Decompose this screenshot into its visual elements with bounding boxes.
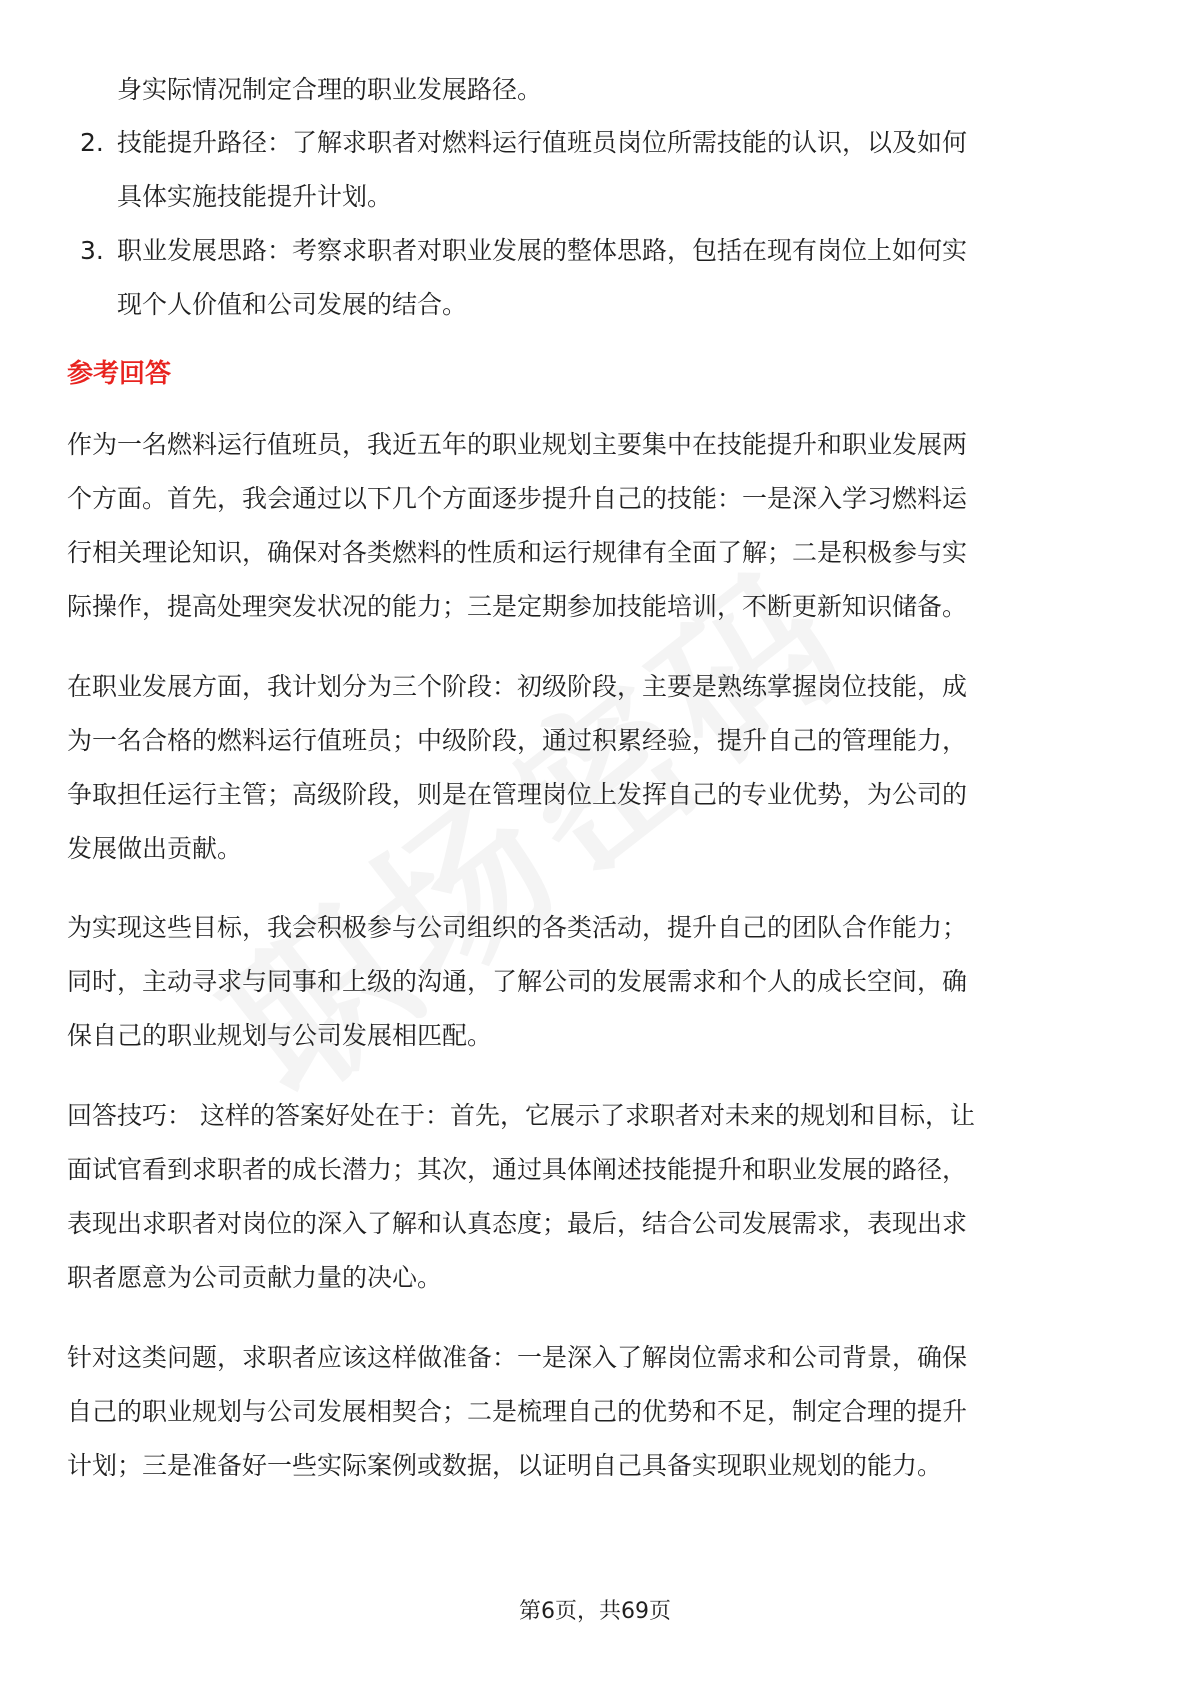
paragraph-1-line-3: 行相关理论知识，确保对各类燃料的性质和运行规律有全面了解；二是积极参与实 — [67, 538, 968, 567]
paragraph-3-line-3: 保自己的职业规划与公司发展相匹配。 — [67, 1021, 493, 1050]
paragraph-4-line-1: 回答技巧： 这样的答案好处在于：首先，它展示了求职者对未来的规划和目标，让 — [67, 1101, 975, 1130]
paragraph-1-line-4: 际操作，提高处理突发状况的能力；三是定期参加技能培训，不断更新知识储备。 — [67, 592, 968, 621]
page-number: 第6页，共69页 — [519, 1599, 671, 1624]
paragraph-2-line-1: 在职业发展方面，我计划分为三个阶段：初级阶段，主要是熟练掌握岗位技能，成 — [67, 672, 968, 701]
paragraph-4-line-4: 职者愿意为公司贡献力量的决心。 — [67, 1263, 443, 1292]
list-item-3-line-1: 职业发展思路：考察求职者对职业发展的整体思路，包括在现有岗位上如何实 — [117, 236, 968, 265]
list-item-2-line-2: 具体实施技能提升计划。 — [117, 182, 393, 211]
list-item-1-continuation: 身实际情况制定合理的职业发展路径。 — [117, 75, 543, 104]
list-item-3-line-2: 现个人价值和公司发展的结合。 — [117, 290, 468, 319]
paragraph-3-line-2: 同时，主动寻求与同事和上级的沟通，了解公司的发展需求和个人的成长空间，确 — [67, 967, 968, 996]
paragraph-3-line-1: 为实现这些目标，我会积极参与公司组织的各类活动，提升自己的团队合作能力； — [67, 913, 968, 942]
paragraph-5-line-2: 自己的职业规划与公司发展相契合；二是梳理自己的优势和不足，制定合理的提升 — [67, 1397, 968, 1426]
paragraph-2-line-2: 为一名合格的燃料运行值班员；中级阶段，通过积累经验，提升自己的管理能力， — [67, 726, 968, 755]
paragraph-1-line-2: 个方面。首先，我会通过以下几个方面逐步提升自己的技能：一是深入学习燃料运 — [67, 484, 968, 513]
section-heading: 参考回答 — [67, 359, 172, 389]
paragraph-4-line-3: 表现出求职者对岗位的深入了解和认真态度；最后，结合公司发展需求，表现出求 — [67, 1209, 968, 1238]
paragraph-4-line-2: 面试官看到求职者的成长潜力；其次，通过具体阐述技能提升和职业发展的路径， — [67, 1155, 968, 1184]
paragraph-1-line-1: 作为一名燃料运行值班员，我近五年的职业规划主要集中在技能提升和职业发展两 — [67, 430, 968, 459]
list-number-2: 2. — [80, 128, 104, 157]
paragraph-5-line-1: 针对这类问题，求职者应该这样做准备：一是深入了解岗位需求和公司背景，确保 — [67, 1343, 968, 1372]
paragraph-2-line-4: 发展做出贡献。 — [67, 834, 243, 863]
list-number-3: 3. — [80, 236, 104, 265]
paragraph-5-line-3: 计划；三是准备好一些实际案例或数据，以证明自己具备实现职业规划的能力。 — [67, 1451, 943, 1480]
list-item-2-line-1: 技能提升路径：了解求职者对燃料运行值班员岗位所需技能的认识，以及如何 — [117, 128, 968, 157]
paragraph-2-line-3: 争取担任运行主管；高级阶段，则是在管理岗位上发挥自己的专业优势，为公司的 — [67, 780, 968, 809]
